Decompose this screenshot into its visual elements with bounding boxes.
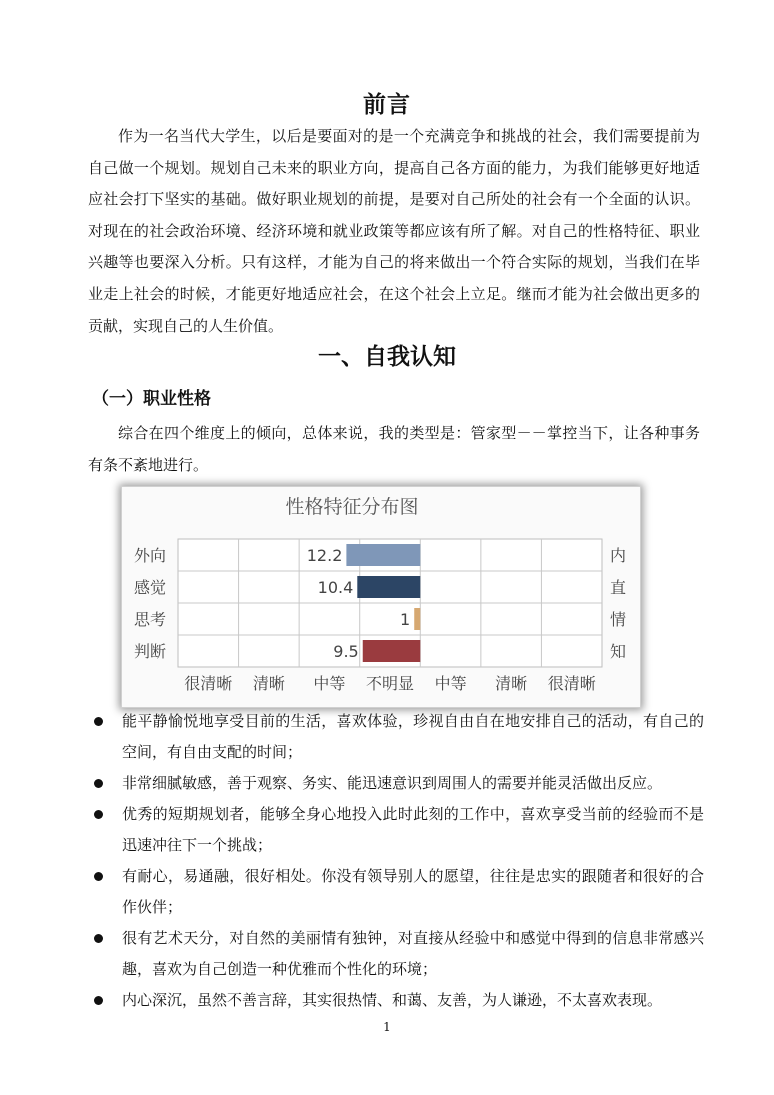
- preface-heading: 前言: [363, 92, 411, 118]
- chart-value-label: 9.5: [333, 642, 359, 661]
- chart-value-label: 12.2: [306, 546, 343, 565]
- chapter-heading: 一、自我认知: [318, 344, 456, 370]
- chart-x-tick-label: 很清晰: [547, 674, 596, 693]
- bullet-icon: [94, 934, 103, 943]
- chart-title: 性格特征分布图: [285, 496, 419, 518]
- chart-row-label-right: 内: [609, 546, 627, 565]
- chart-x-tick-label: 清晰: [495, 674, 528, 693]
- page-number: 1: [383, 1020, 391, 1034]
- bullet-icon: [94, 996, 103, 1005]
- bullet-icon: [94, 717, 103, 726]
- list-item: 非常细腻敏感，善于观察、务实、能迅速意识到周围人的需要并能灵活做出反应。: [92, 768, 704, 799]
- bullet-icon: [94, 810, 103, 819]
- chart-bar: [363, 640, 421, 662]
- chart-x-tick-label: 中等: [313, 674, 346, 693]
- chart-value-label: 1: [400, 610, 411, 629]
- section-heading: （一）职业性格: [92, 389, 211, 409]
- preface-paragraph: 作为一名当代大学生，以后是要面对的是一个充满竞争和挑战的社会，我们需要提前为自己做一个规划。规划自己未来的职业方向，提高自己各方面的能力，为我们能够更好地适应社会打下坚实的基础。做好职业规划的前提，是要对自己所处的社会有一个全面的认识。对现在的社会政治环境、经济环境和就业政策等都应该有所了解。对自己的性格特征、职业兴趣等也要深入分析。只有这样，才能为自己的将来做出一个符合实际的规划，当我们在毕业走上社会的时候，才能更好地适应社会，在这个社会上立足。继而才能为社会做出更多的贡献，实现自己的人生价值。: [88, 127, 700, 335]
- list-item: 很有艺术天分，对自然的美丽情有独钟，对直接从经验中和感觉中得到的信息非常感兴趣，喜欢为自己创造一种优雅而个性化的环境；: [92, 923, 704, 985]
- chart-x-tick-label: 中等: [434, 674, 467, 693]
- chart-row-label-right: 直: [609, 578, 627, 597]
- bullet-list: [92, 706, 704, 1016]
- personality-chart: [122, 487, 640, 707]
- chart-bar: [357, 576, 420, 598]
- chart-row-label-right: 情: [609, 610, 627, 629]
- chart-row-label-left: 感觉: [133, 578, 167, 597]
- chart-bar: [414, 608, 420, 630]
- chart-row-label-left: 思考: [133, 610, 167, 629]
- chart-row-label-left: 判断: [133, 642, 167, 661]
- chart-x-tick-label: 不明显: [365, 674, 415, 693]
- chart-row-label-left: 外向: [133, 546, 167, 565]
- section-paragraph: 综合在四个维度上的倾向，总体来说，我的类型是：管家型－－掌控当下，让各种事务有条不紊地进行。: [88, 424, 700, 474]
- list-item: 优秀的短期规划者，能够全身心地投入此时此刻的工作中，喜欢享受当前的经验而不是迅速冲往下一个挑战；: [92, 799, 704, 861]
- chart-bar: [346, 544, 420, 566]
- chart-x-tick-label: 很清晰: [184, 674, 233, 693]
- chart-svg: [122, 487, 640, 707]
- chart-row-label-right: 知: [609, 642, 627, 661]
- chart-x-tick-label: 清晰: [252, 674, 285, 693]
- list-item: 内心深沉，虽然不善言辞，其实很热情、和蔼、友善，为人谦逊，不太喜欢表现。: [92, 985, 704, 1016]
- bullet-icon: [94, 779, 103, 788]
- chart-value-label: 10.4: [317, 578, 354, 597]
- list-item: 能平静愉悦地享受目前的生活，喜欢体验，珍视自由自在地安排自己的活动，有自己的空间，有自由支配的时间；: [92, 706, 704, 768]
- bullet-icon: [94, 872, 103, 881]
- list-item: 有耐心，易通融，很好相处。你没有领导别人的愿望，往往是忠实的跟随者和很好的合作伙伴；: [92, 861, 704, 923]
